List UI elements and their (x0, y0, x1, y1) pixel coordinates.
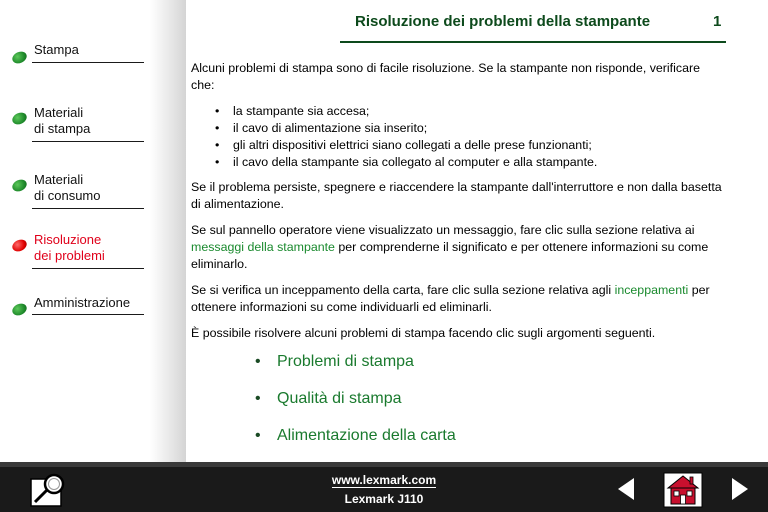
topic-link-paper-feed[interactable] (255, 426, 456, 463)
sidebar (0, 0, 180, 462)
intro-text: Alcuni problemi di stampa sono di facile risoluzione. Se la stampante non risponde, verificare che: (191, 61, 700, 92)
bullet-icon (10, 110, 28, 126)
bullet-icon (10, 177, 28, 193)
sidebar-item-amministrazione[interactable] (8, 295, 144, 317)
divider (32, 314, 144, 315)
divider (32, 268, 144, 269)
sidebar-item-risoluzione-dei-problemi[interactable] (8, 232, 144, 272)
sidebar-item-stampa[interactable] (8, 42, 144, 64)
topic-label: Qualità di stampa (277, 390, 402, 407)
paragraph-topics-intro: È possibile risolvere alcuni problemi di stampa facendo clic sugli argomenti seguenti. (191, 326, 656, 340)
bullet-icon: • (255, 353, 261, 370)
divider (32, 208, 144, 209)
bullet-icon (10, 49, 28, 65)
bullet-icon: • (255, 427, 261, 444)
forward-arrow-icon[interactable] (728, 476, 752, 502)
title-underline (340, 41, 726, 43)
search-icon[interactable] (30, 472, 68, 508)
sidebar-item-materiali-di-consumo[interactable] (8, 172, 144, 212)
topic-label: Problemi di stampa (277, 353, 414, 370)
list-item: • gli altri dispositivi elettrici siano collegati a delle prese funzionanti; (215, 137, 726, 154)
printer-messages-link[interactable]: messaggi della stampante (191, 240, 335, 254)
sidebar-item-materiali-di-stampa[interactable] (8, 105, 144, 145)
list-item: • il cavo della stampante sia collegato al computer e alla stampante. (215, 154, 726, 171)
paragraph-text: per ottenere informazioni su come individuarli ed eliminarli. (191, 283, 710, 314)
bullet-icon (10, 301, 28, 317)
topic-list (255, 352, 456, 463)
sidebar-item-label: Amministrazione (34, 295, 131, 310)
main-content (191, 60, 726, 351)
topic-link-print-quality[interactable] (255, 389, 456, 426)
bullet-icon (10, 237, 28, 253)
divider (32, 141, 144, 142)
paper-jams-link[interactable]: inceppamenti (614, 283, 689, 297)
paragraph-text: Se si verifica un inceppamento della carta, fare clic sulla sezione relativa agli (191, 283, 615, 297)
topic-label: Alimentazione della carta (277, 427, 456, 444)
footer-url-container (0, 473, 768, 487)
home-icon[interactable] (663, 471, 703, 509)
page-number: 1 (713, 13, 722, 30)
checklist (215, 103, 726, 171)
paragraph-power-cycle: Se il problema persiste, spegnere e riaccendere la stampante dall'interruttore e non dalla basetta di alimentazione. (191, 180, 722, 211)
bullet-icon: • (255, 390, 261, 407)
sidebar-item-label: Materiali di consumo (34, 172, 101, 203)
sidebar-item-label: Risoluzione dei problemi (34, 232, 105, 263)
footer (0, 467, 768, 512)
paragraph-jams (191, 282, 726, 316)
divider (32, 62, 144, 63)
sidebar-item-label: Stampa (34, 42, 79, 57)
sidebar-shade (150, 0, 186, 462)
list-item: • il cavo di alimentazione sia inserito; (215, 120, 726, 137)
page-title: Risoluzione dei problemi della stampante (355, 13, 651, 30)
paragraph-text: per comprenderne il significato e per ottenere informazioni su come eliminarlo. (191, 240, 709, 271)
paragraph-text: Se sul pannello operatore viene visualizzato un messaggio, fare clic sulla sezione relativa ai (191, 223, 695, 237)
topic-link-print-problems[interactable] (255, 352, 456, 389)
lexmark-website-link[interactable]: www.lexmark.com (331, 473, 437, 487)
paragraph-messages (191, 222, 726, 273)
back-arrow-icon[interactable] (614, 476, 638, 502)
list-item: • la stampante sia accesa; (215, 103, 726, 120)
printer-model: Lexmark J110 (344, 492, 424, 506)
sidebar-item-label: Materiali di stampa (34, 105, 91, 136)
